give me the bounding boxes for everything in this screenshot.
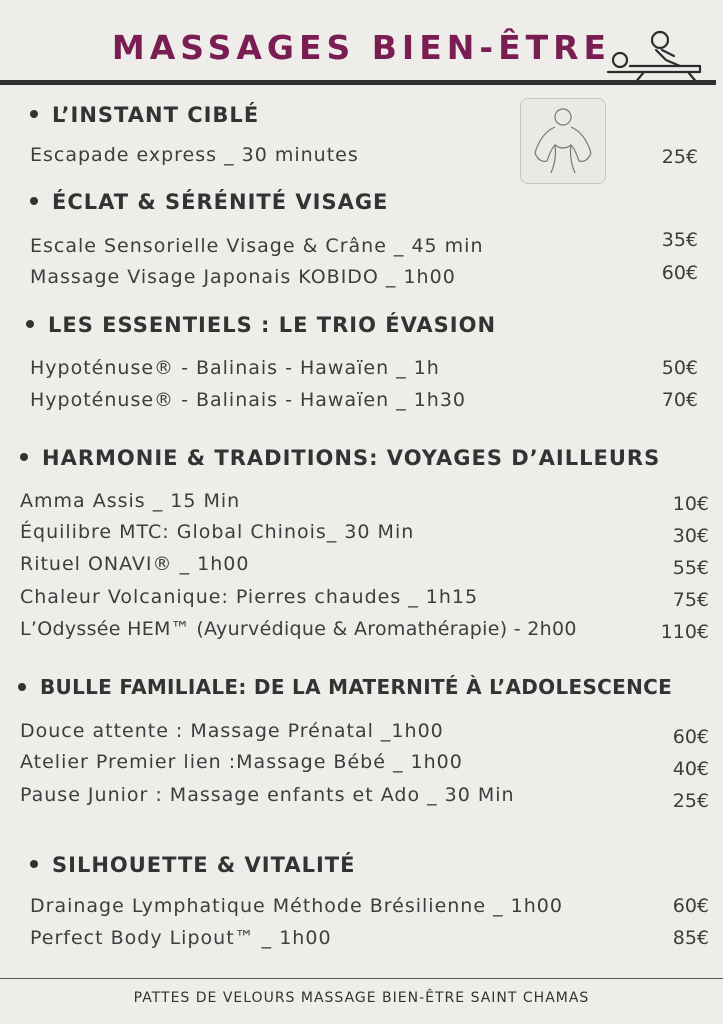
- item-price: 85€: [672, 927, 709, 949]
- item-price: 55€: [672, 557, 709, 579]
- item-price: 70€: [661, 389, 698, 411]
- footer-text: PATTES DE VELOURS MASSAGE BIEN-ÊTRE SAINT CHAMAS: [133, 990, 590, 1006]
- list-item: Pause Junior : Massage enfants et Ado _ 30 Min: [20, 784, 515, 806]
- item-price: 75€: [672, 589, 709, 611]
- item-price: 25€: [672, 790, 709, 812]
- footer-divider: [0, 978, 723, 979]
- list-item: Perfect Body Lipout™ _ 1h00: [30, 927, 332, 949]
- bullet-icon: [20, 453, 28, 461]
- item-price: 25€: [661, 146, 698, 168]
- item-price: 35€: [661, 229, 698, 251]
- list-item: Drainage Lymphatique Méthode Brésilienne _ 1h00: [30, 895, 563, 917]
- list-item: Atelier Premier lien :Massage Bébé _ 1h00: [20, 751, 463, 773]
- list-item: Hypoténuse® - Balinais - Hawaïen _ 1h: [30, 357, 440, 379]
- list-item: Rituel ONAVI® _ 1h00: [20, 553, 250, 575]
- list-item: Équilibre MTC: Global Chinois_ 30 Min: [20, 521, 415, 543]
- list-item: L’Odyssée HEM™ (Ayurvédique & Aromathérapie) - 2h00: [20, 618, 577, 640]
- item-price: 30€: [672, 525, 709, 547]
- list-item: Amma Assis _ 15 Min: [20, 490, 241, 512]
- bullet-icon: [18, 683, 26, 691]
- section-heading: ÉCLAT & SÉRÉNITÉ VISAGE: [30, 190, 388, 214]
- list-item: Escale Sensorielle Visage & Crâne _ 45 min: [30, 235, 484, 257]
- list-item: Massage Visage Japonais KOBIDO _ 1h00: [30, 266, 456, 288]
- section-heading: LES ESSENTIELS : LE TRIO ÉVASION: [26, 313, 496, 337]
- list-item: Douce attente : Massage Prénatal _1h00: [20, 720, 444, 742]
- section-heading: SILHOUETTE & VITALITÉ: [30, 853, 355, 877]
- back-massage-photo: [520, 98, 606, 184]
- bullet-icon: [30, 110, 38, 118]
- list-item: Hypoténuse® - Balinais - Hawaïen _ 1h30: [30, 389, 467, 411]
- list-item: Chaleur Volcanique: Pierres chaudes _ 1h15: [20, 586, 479, 608]
- item-price: 60€: [672, 895, 709, 917]
- header-divider: [0, 80, 716, 85]
- item-price: 110€: [660, 621, 709, 643]
- item-price: 10€: [672, 493, 709, 515]
- massage-table-icon: [604, 26, 716, 88]
- item-price: 60€: [661, 262, 698, 284]
- list-item: Escapade express _ 30 minutes: [30, 144, 359, 166]
- bullet-icon: [26, 320, 34, 328]
- item-price: 40€: [672, 758, 709, 780]
- section-heading: BULLE FAMILIALE: DE LA MATERNITÉ À L’ADOLESCENCE: [18, 675, 672, 699]
- bullet-icon: [30, 197, 38, 205]
- section-heading: HARMONIE & TRADITIONS: VOYAGES D’AILLEURS: [20, 446, 660, 470]
- item-price: 60€: [672, 726, 709, 748]
- item-price: 50€: [661, 357, 698, 379]
- page-title: MASSAGES BIEN-ÊTRE: [111, 28, 612, 67]
- bullet-icon: [30, 860, 38, 868]
- section-heading: L’INSTANT CIBLÉ: [30, 103, 259, 127]
